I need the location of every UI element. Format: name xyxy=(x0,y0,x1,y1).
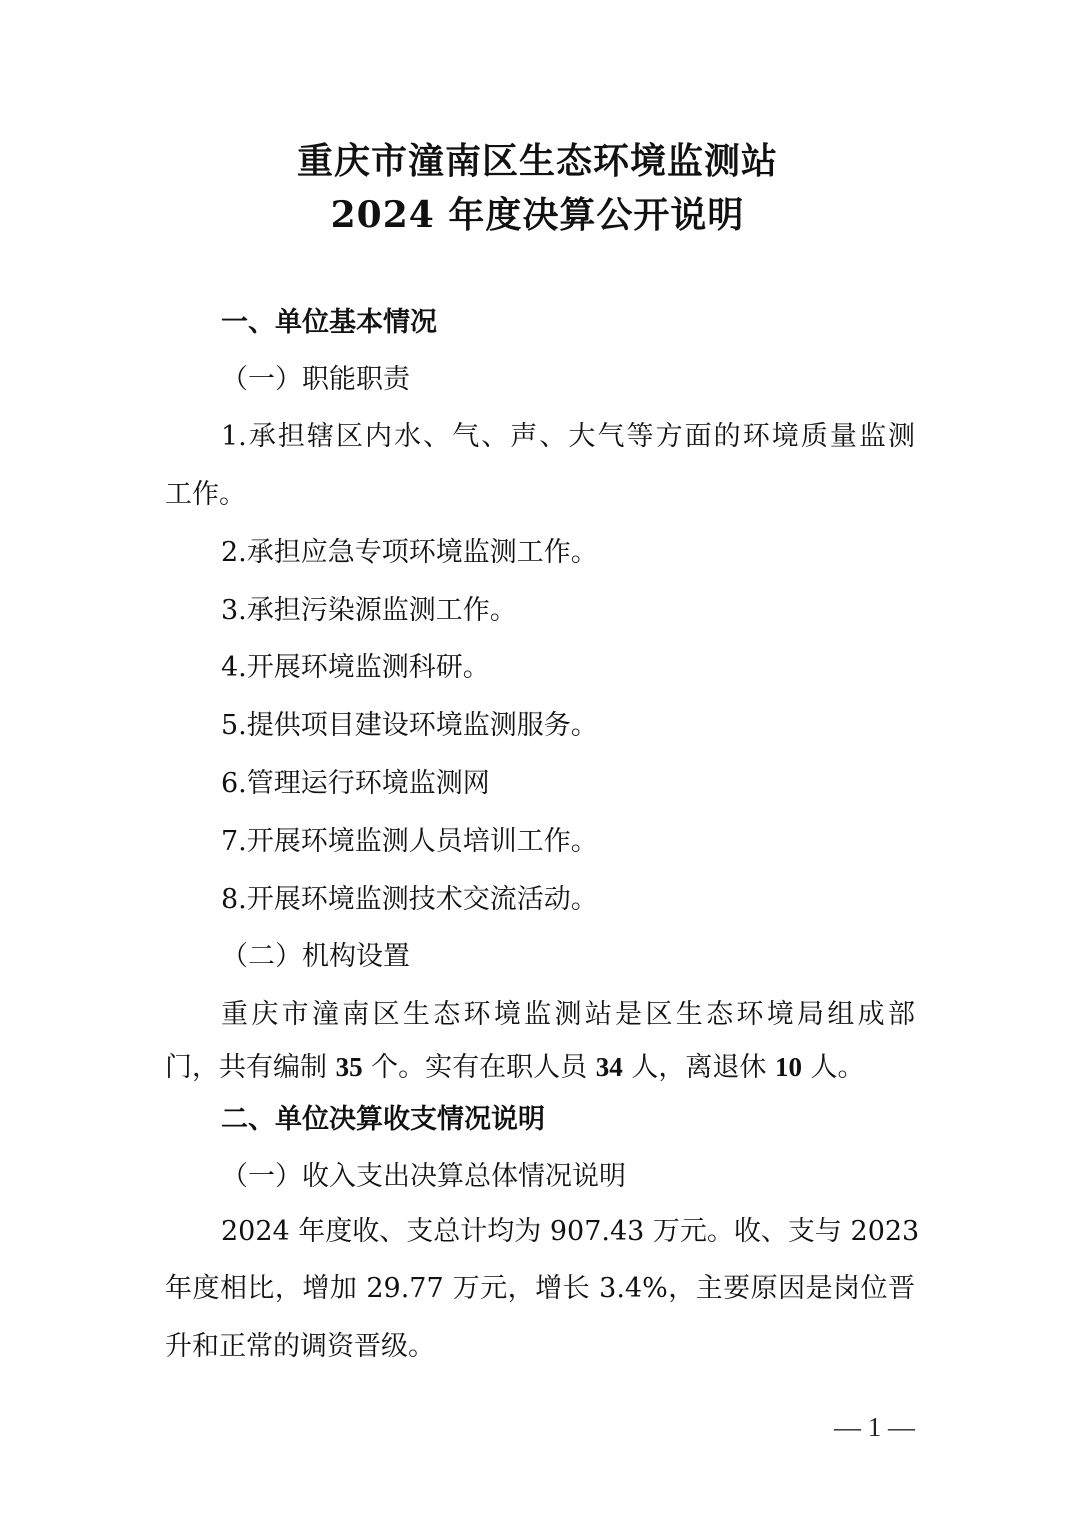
organization-text-b: 个。实有在职人员 xyxy=(362,1052,596,1083)
duty-item-2: 2.承担应急专项环境监测工作。 xyxy=(221,537,598,568)
section1-subheading-organization: （二）机构设置 xyxy=(221,941,410,972)
section2-heading: 二、单位决算收支情况说明 xyxy=(221,1104,545,1135)
organization-text-a: 门，共有编制 xyxy=(165,1052,336,1083)
duty-item-3: 3.承担污染源监测工作。 xyxy=(221,595,517,626)
duty-item-5: 5.提供项目建设环境监测服务。 xyxy=(221,710,598,741)
organization-paragraph-line1: 重庆市潼南区生态环境监测站是区生态环境局组成部 xyxy=(221,999,915,1030)
section1-subheading-duties: （一）职能职责 xyxy=(221,364,410,395)
section2-subheading-overview: （一）收入支出决算总体情况说明 xyxy=(221,1161,626,1192)
document-title-line1: 重庆市潼南区生态环境监测站 xyxy=(296,140,778,182)
organization-text-c: 人，离退休 xyxy=(622,1052,775,1083)
duty-item-7: 7.开展环境监测人员培训工作。 xyxy=(221,826,598,857)
overview-paragraph-line3: 升和正常的调资晋级。 xyxy=(165,1331,435,1362)
organization-text-d: 人。 xyxy=(801,1052,865,1083)
duty-item-4: 4.开展环境监测科研。 xyxy=(221,652,490,683)
staff-active-value: 34 xyxy=(595,1052,623,1082)
duty-item-6: 6.管理运行环境监测网 xyxy=(221,768,490,799)
overview-paragraph-line2: 年度相比，增加 29.77 万元，增长 3.4%，主要原因是岗位晋 xyxy=(165,1273,915,1304)
organization-paragraph-line2 xyxy=(165,1051,915,1084)
staff-quota-value: 35 xyxy=(335,1052,363,1082)
section1-heading: 一、单位基本情况 xyxy=(221,307,437,338)
overview-paragraph-line1: 2024 年度收、支总计均为 907.43 万元。收、支与 2023 xyxy=(221,1216,920,1247)
duty-item-1: 1.承担辖区内水、气、声、大气等方面的环境质量监测 xyxy=(221,421,915,452)
page-number: — 1 — xyxy=(834,1412,915,1442)
staff-retired-value: 10 xyxy=(774,1052,802,1082)
duty-item-1-continued: 工作。 xyxy=(165,479,246,510)
document-title-line2: 2024 年度决算公开说明 xyxy=(330,194,745,236)
duty-item-8: 8.开展环境监测技术交流活动。 xyxy=(221,884,598,915)
